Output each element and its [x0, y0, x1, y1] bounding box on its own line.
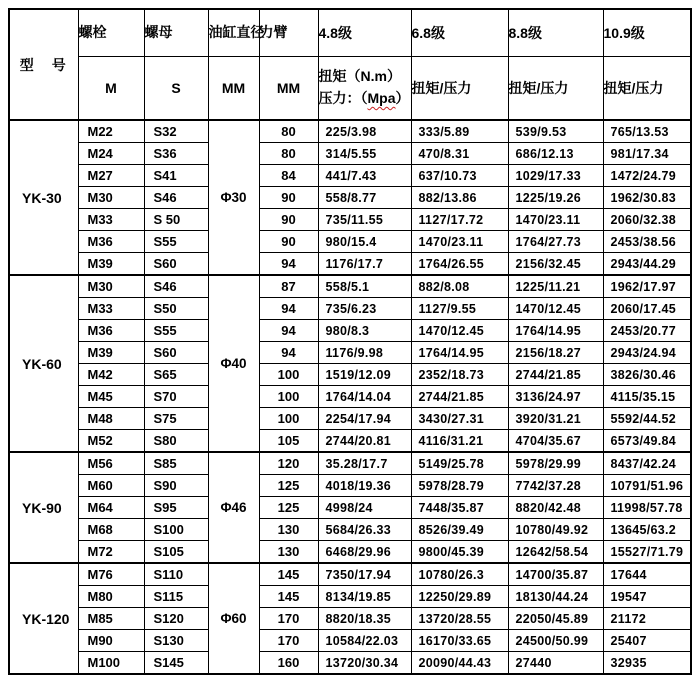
table-row	[9, 342, 691, 364]
bolt-cell: M33	[78, 298, 144, 320]
table-row	[9, 165, 691, 187]
grade109-value-cell: 1962/17.97	[603, 275, 691, 298]
arm-cell: 94	[259, 253, 318, 276]
arm-cell: 100	[259, 364, 318, 386]
grade68-value-cell: 7448/35.87	[411, 497, 508, 519]
bolt-cell: M52	[78, 430, 144, 453]
grade68-value-cell: 13720/28.55	[411, 608, 508, 630]
grade68-value-cell: 4116/31.21	[411, 430, 508, 453]
grade68-value-cell: 637/10.73	[411, 165, 508, 187]
grade88-value-cell: 1764/14.95	[508, 320, 603, 342]
grade88-value-cell: 24500/50.99	[508, 630, 603, 652]
arm-cell: 90	[259, 231, 318, 253]
grade109-value-cell: 2453/20.77	[603, 320, 691, 342]
header-cylinder-unit: MM	[208, 57, 259, 121]
model-cell-YK-120: YK-120	[9, 563, 78, 674]
grade109-value-cell: 2060/17.45	[603, 298, 691, 320]
nut-cell: S55	[144, 231, 208, 253]
header-bolt-unit: M	[78, 57, 144, 121]
grade68-value-cell: 10780/26.3	[411, 563, 508, 586]
table-row	[9, 408, 691, 430]
grade88-value-cell: 10780/49.92	[508, 519, 603, 541]
bolt-cell: M39	[78, 342, 144, 364]
grade68-value-cell: 5978/28.79	[411, 475, 508, 497]
bolt-cell: M80	[78, 586, 144, 608]
header-cylinder-diameter: 油缸直径	[208, 9, 259, 57]
nut-cell: S46	[144, 187, 208, 209]
grade109-value-cell: 10791/51.96	[603, 475, 691, 497]
grade48-value-cell: 10584/22.03	[318, 630, 411, 652]
grade68-value-cell: 470/8.31	[411, 143, 508, 165]
nut-cell: S120	[144, 608, 208, 630]
arm-cell: 125	[259, 497, 318, 519]
bolt-cell: M100	[78, 652, 144, 675]
header-bolt: 螺栓	[78, 9, 144, 57]
nut-cell: S41	[144, 165, 208, 187]
arm-cell: 90	[259, 187, 318, 209]
grade48-value-cell: 13720/30.34	[318, 652, 411, 675]
grade48-value-cell: 225/3.98	[318, 120, 411, 143]
header-grade-8-8: 8.8级	[508, 9, 603, 57]
grade48-value-cell: 1176/17.7	[318, 253, 411, 276]
bolt-cell: M68	[78, 519, 144, 541]
grade109-value-cell: 981/17.34	[603, 143, 691, 165]
grade88-value-cell: 686/12.13	[508, 143, 603, 165]
grade68-value-cell: 3430/27.31	[411, 408, 508, 430]
arm-cell: 100	[259, 408, 318, 430]
bolt-cell: M36	[78, 320, 144, 342]
table-row	[9, 497, 691, 519]
grade88-value-cell: 1764/27.73	[508, 231, 603, 253]
nut-cell: S85	[144, 452, 208, 475]
header-nut: 螺母	[144, 9, 208, 57]
grade109-value-cell: 19547	[603, 586, 691, 608]
grade109-value-cell: 4115/35.15	[603, 386, 691, 408]
bolt-cell: M72	[78, 541, 144, 564]
table-row	[9, 652, 691, 675]
grade109-value-cell: 25407	[603, 630, 691, 652]
grade48-value-cell: 1176/9.98	[318, 342, 411, 364]
grade88-value-cell: 27440	[508, 652, 603, 675]
grade48-value-cell: 314/5.55	[318, 143, 411, 165]
header-grade88-units: 扭矩/压力	[508, 57, 603, 121]
nut-cell: S60	[144, 253, 208, 276]
grade48-value-cell: 980/8.3	[318, 320, 411, 342]
grade68-value-cell: 1470/23.11	[411, 231, 508, 253]
grade48-value-cell: 4018/19.36	[318, 475, 411, 497]
grade68-value-cell: 1764/26.55	[411, 253, 508, 276]
grade88-value-cell: 1470/23.11	[508, 209, 603, 231]
grade109-value-cell: 17644	[603, 563, 691, 586]
grade48-value-cell: 441/7.43	[318, 165, 411, 187]
header-grade-6-8: 6.8级	[411, 9, 508, 57]
table-row	[9, 586, 691, 608]
nut-cell: S95	[144, 497, 208, 519]
arm-cell: 170	[259, 630, 318, 652]
arm-cell: 90	[259, 209, 318, 231]
grade109-value-cell: 5592/44.52	[603, 408, 691, 430]
table-row	[9, 475, 691, 497]
grade68-value-cell: 882/8.08	[411, 275, 508, 298]
nut-cell: S75	[144, 408, 208, 430]
grade88-value-cell: 7742/37.28	[508, 475, 603, 497]
grade88-value-cell: 2156/32.45	[508, 253, 603, 276]
table-row	[9, 519, 691, 541]
grade48-pressure-unit: 压力：（Mpa）	[318, 90, 410, 106]
grade109-value-cell: 2943/44.29	[603, 253, 691, 276]
header-arm-unit: MM	[259, 57, 318, 121]
table-row	[9, 430, 691, 453]
arm-cell: 145	[259, 563, 318, 586]
grade48-value-cell: 735/6.23	[318, 298, 411, 320]
grade88-value-cell: 3920/31.21	[508, 408, 603, 430]
header-grade109-units: 扭矩/压力	[603, 57, 691, 121]
header-grade-10-9: 10.9级	[603, 9, 691, 57]
bolt-cell: M30	[78, 187, 144, 209]
grade68-value-cell: 333/5.89	[411, 120, 508, 143]
arm-cell: 145	[259, 586, 318, 608]
table-row	[9, 386, 691, 408]
grade88-value-cell: 1029/17.33	[508, 165, 603, 187]
torque-spec-table	[8, 8, 692, 675]
grade88-value-cell: 14700/35.87	[508, 563, 603, 586]
table-row	[9, 275, 691, 298]
table-row	[9, 452, 691, 475]
grade68-value-cell: 882/13.86	[411, 187, 508, 209]
arm-cell: 94	[259, 320, 318, 342]
grade68-value-cell: 2744/21.85	[411, 386, 508, 408]
arm-cell: 80	[259, 143, 318, 165]
arm-cell: 87	[259, 275, 318, 298]
grade88-value-cell: 1225/11.21	[508, 275, 603, 298]
table-row	[9, 120, 691, 143]
arm-cell: 160	[259, 652, 318, 675]
cylinder-cell-YK-90: Φ46	[208, 452, 259, 563]
nut-cell: S46	[144, 275, 208, 298]
grade88-value-cell: 12642/58.54	[508, 541, 603, 564]
grade88-value-cell: 8820/42.48	[508, 497, 603, 519]
mpa-label: Mpa	[367, 90, 396, 106]
bolt-cell: M39	[78, 253, 144, 276]
header-grade-4-8: 4.8级	[318, 9, 411, 57]
nut-cell: S100	[144, 519, 208, 541]
grade48-value-cell: 8820/18.35	[318, 608, 411, 630]
grade88-value-cell: 3136/24.97	[508, 386, 603, 408]
table-row	[9, 541, 691, 564]
grade88-value-cell: 1225/19.26	[508, 187, 603, 209]
table-row	[9, 608, 691, 630]
grade48-value-cell: 5684/26.33	[318, 519, 411, 541]
table-row	[9, 364, 691, 386]
grade109-value-cell: 13645/63.2	[603, 519, 691, 541]
table-row	[9, 231, 691, 253]
cylinder-cell-YK-30: Φ30	[208, 120, 259, 275]
cylinder-cell-YK-120: Φ60	[208, 563, 259, 674]
bolt-cell: M22	[78, 120, 144, 143]
bolt-cell: M76	[78, 563, 144, 586]
model-cell-YK-60: YK-60	[9, 275, 78, 452]
grade68-value-cell: 16170/33.65	[411, 630, 508, 652]
nut-cell: S65	[144, 364, 208, 386]
grade88-value-cell: 2156/18.27	[508, 342, 603, 364]
table-row	[9, 187, 691, 209]
arm-cell: 94	[259, 298, 318, 320]
table-row	[9, 143, 691, 165]
bolt-cell: M56	[78, 452, 144, 475]
grade88-value-cell: 2744/21.85	[508, 364, 603, 386]
grade68-value-cell: 5149/25.78	[411, 452, 508, 475]
model-cell-YK-90: YK-90	[9, 452, 78, 563]
header-grade68-units: 扭矩/压力	[411, 57, 508, 121]
grade48-value-cell: 7350/17.94	[318, 563, 411, 586]
grade109-value-cell: 8437/42.24	[603, 452, 691, 475]
nut-cell: S90	[144, 475, 208, 497]
grade48-value-cell: 2744/20.81	[318, 430, 411, 453]
grade109-value-cell: 11998/57.78	[603, 497, 691, 519]
bolt-cell: M24	[78, 143, 144, 165]
grade109-value-cell: 15527/71.79	[603, 541, 691, 564]
header-force-arm: 力臂	[259, 9, 318, 57]
grade88-value-cell: 4704/35.67	[508, 430, 603, 453]
nut-cell: S130	[144, 630, 208, 652]
grade109-value-cell: 2060/32.38	[603, 209, 691, 231]
grade68-value-cell: 9800/45.39	[411, 541, 508, 564]
bolt-cell: M33	[78, 209, 144, 231]
grade109-value-cell: 1472/24.79	[603, 165, 691, 187]
bolt-cell: M64	[78, 497, 144, 519]
nut-cell: S50	[144, 298, 208, 320]
bolt-cell: M85	[78, 608, 144, 630]
arm-cell: 80	[259, 120, 318, 143]
header-row-groups	[9, 9, 691, 57]
arm-cell: 94	[259, 342, 318, 364]
grade68-value-cell: 1470/12.45	[411, 320, 508, 342]
grade48-value-cell: 558/8.77	[318, 187, 411, 209]
grade109-value-cell: 3826/30.46	[603, 364, 691, 386]
grade109-value-cell: 765/13.53	[603, 120, 691, 143]
bolt-cell: M30	[78, 275, 144, 298]
header-row-units	[9, 57, 691, 121]
grade68-value-cell: 1127/9.55	[411, 298, 508, 320]
grade68-value-cell: 20090/44.43	[411, 652, 508, 675]
table-header	[9, 9, 691, 120]
grade48-value-cell: 8134/19.85	[318, 586, 411, 608]
grade48-value-cell: 1764/14.04	[318, 386, 411, 408]
grade88-value-cell: 539/9.53	[508, 120, 603, 143]
grade68-value-cell: 8526/39.49	[411, 519, 508, 541]
nut-cell: S145	[144, 652, 208, 675]
grade68-value-cell: 2352/18.73	[411, 364, 508, 386]
bolt-cell: M90	[78, 630, 144, 652]
grade48-value-cell: 735/11.55	[318, 209, 411, 231]
grade48-value-cell: 2254/17.94	[318, 408, 411, 430]
arm-cell: 84	[259, 165, 318, 187]
arm-cell: 125	[259, 475, 318, 497]
arm-cell: 100	[259, 386, 318, 408]
arm-cell: 120	[259, 452, 318, 475]
grade109-value-cell: 2943/24.94	[603, 342, 691, 364]
table-row	[9, 320, 691, 342]
nut-cell: S32	[144, 120, 208, 143]
header-model: 型 号	[9, 9, 78, 120]
grade88-value-cell: 1470/12.45	[508, 298, 603, 320]
grade48-torque-unit: 扭矩（N.m）	[318, 68, 401, 85]
grade48-value-cell: 1519/12.09	[318, 364, 411, 386]
grade109-value-cell: 21172	[603, 608, 691, 630]
arm-cell: 105	[259, 430, 318, 453]
grade48-value-cell: 4998/24	[318, 497, 411, 519]
grade88-value-cell: 18130/44.24	[508, 586, 603, 608]
bolt-cell: M60	[78, 475, 144, 497]
bolt-cell: M48	[78, 408, 144, 430]
bolt-cell: M45	[78, 386, 144, 408]
arm-cell: 130	[259, 519, 318, 541]
grade68-value-cell: 12250/29.89	[411, 586, 508, 608]
grade109-value-cell: 32935	[603, 652, 691, 675]
bolt-cell: M27	[78, 165, 144, 187]
arm-cell: 170	[259, 608, 318, 630]
model-cell-YK-30: YK-30	[9, 120, 78, 275]
grade88-value-cell: 5978/29.99	[508, 452, 603, 475]
table-row	[9, 253, 691, 276]
nut-cell: S 50	[144, 209, 208, 231]
nut-cell: S105	[144, 541, 208, 564]
grade68-value-cell: 1764/14.95	[411, 342, 508, 364]
header-nut-unit: S	[144, 57, 208, 121]
table-row	[9, 298, 691, 320]
nut-cell: S60	[144, 342, 208, 364]
grade48-value-cell: 6468/29.96	[318, 541, 411, 564]
header-grade48-units	[318, 57, 411, 121]
grade109-value-cell: 2453/38.56	[603, 231, 691, 253]
table-row	[9, 630, 691, 652]
nut-cell: S70	[144, 386, 208, 408]
nut-cell: S110	[144, 563, 208, 586]
bolt-cell: M36	[78, 231, 144, 253]
table-row	[9, 209, 691, 231]
grade68-value-cell: 1127/17.72	[411, 209, 508, 231]
grade88-value-cell: 22050/45.89	[508, 608, 603, 630]
table-body	[9, 120, 691, 674]
table-row	[9, 563, 691, 586]
nut-cell: S55	[144, 320, 208, 342]
cylinder-cell-YK-60: Φ40	[208, 275, 259, 452]
grade109-value-cell: 6573/49.84	[603, 430, 691, 453]
grade109-value-cell: 1962/30.83	[603, 187, 691, 209]
nut-cell: S36	[144, 143, 208, 165]
nut-cell: S80	[144, 430, 208, 453]
grade48-value-cell: 558/5.1	[318, 275, 411, 298]
grade48-value-cell: 35.28/17.7	[318, 452, 411, 475]
arm-cell: 130	[259, 541, 318, 564]
grade48-value-cell: 980/15.4	[318, 231, 411, 253]
bolt-cell: M42	[78, 364, 144, 386]
nut-cell: S115	[144, 586, 208, 608]
